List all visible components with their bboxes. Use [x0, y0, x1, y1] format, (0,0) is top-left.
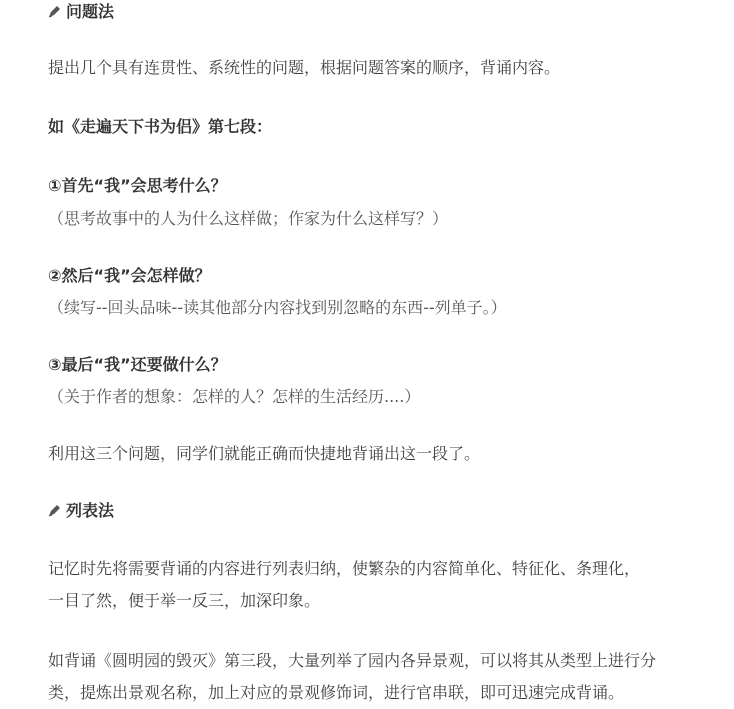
paragraph-list-1-line-1: 记忆时先将需要背诵的内容进行列表归纳，使繁杂的内容简单化、特征化、条理化， — [48, 559, 641, 578]
section-heading-list-method — [48, 501, 114, 521]
paragraph-conclusion: 利用这三个问题，同学们就能正确而快捷地背诵出这一段了。 — [48, 444, 481, 463]
question-2: ②然后“我”会怎样做？ — [48, 266, 211, 285]
heading-text: 列表法 — [66, 501, 115, 520]
heading-text: 问题法 — [66, 2, 115, 21]
question-1-note: （思考故事中的人为什么这样做；作家为什么这样写？） — [48, 209, 449, 228]
pen-icon — [48, 5, 61, 18]
question-3: ③最后“我”还要做什么？ — [48, 355, 227, 374]
question-1: ①首先“我”会思考什么？ — [48, 176, 227, 195]
question-2-note: （续写--回头品味--读其他部分内容找到别忽略的东西--列单子。） — [48, 298, 507, 317]
paragraph-list-2-line-2: 类，提炼出景观名称，加上对应的景观修饰词，进行官串联，即可迅速完成背诵。 — [48, 683, 625, 702]
paragraph-list-1-line-2: 一目了然，便于举一反三，加深印象。 — [48, 591, 321, 610]
pen-icon — [48, 504, 61, 517]
example-title: 如《走遍天下书为侣》第七段： — [48, 117, 273, 136]
paragraph-intro: 提出几个具有连贯性、系统性的问题，根据问题答案的顺序，背诵内容。 — [48, 58, 561, 77]
question-3-note: （关于作者的想象：怎样的人？怎样的生活经历....） — [48, 387, 421, 406]
paragraph-list-2-line-1: 如背诵《圆明园的毁灭》第三段，大量列举了园内各异景观，可以将其从类型上进行分 — [48, 651, 657, 670]
section-heading-question-method — [48, 2, 114, 22]
